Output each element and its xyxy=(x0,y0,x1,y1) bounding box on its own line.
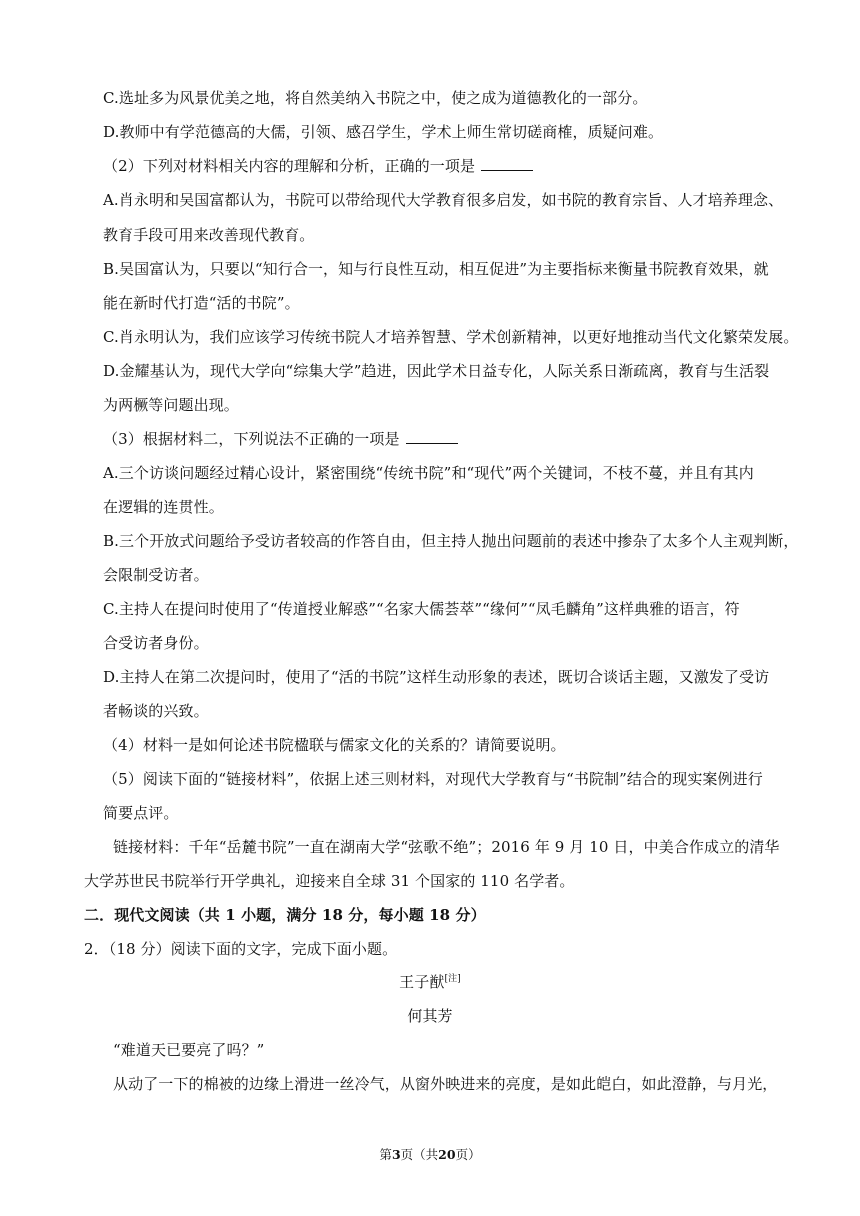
q2-option-d-line1: D.金耀基认为，现代大学向“综集大学”趋进，因此学术日益专化，人际关系日渐疏离，教育与生活裂 xyxy=(103,362,770,380)
page-footer xyxy=(0,1145,860,1163)
footer-suffix: 页） xyxy=(455,1147,481,1162)
article-title-text: 王子猷 xyxy=(399,973,445,991)
question-2-text: （2）下列对材料相关内容的理解和分析，正确的一项是 xyxy=(103,157,476,175)
q3-option-c-line2: 合受访者身份。 xyxy=(103,634,209,652)
answer-blank xyxy=(406,429,458,444)
footer-page-number: 3 xyxy=(391,1147,401,1162)
option-d-previous: D.教师中有学范德高的大儒，引领、感召学生，学术上师生常切磋商榷，质疑问难。 xyxy=(103,123,664,141)
q3-option-b-line2: 会限制受访者。 xyxy=(103,566,209,584)
q3-option-d-line1: D.主持人在第二次提问时，使用了“活的书院”这样生动形象的表述，既切合谈话主题，又激发了受访 xyxy=(103,668,770,686)
question-2-intro: 2．（18 分）阅读下面的文字，完成下面小题。 xyxy=(84,940,398,958)
q3-option-d-line2: 者畅谈的兴致。 xyxy=(103,702,209,720)
q3-option-c-line1: C.主持人在提问时使用了“传道授业解惑”“名家大儒荟萃”“缘何”“凤毛麟角”这样典雅的语言，符 xyxy=(103,600,740,618)
link-material-line1: 链接材料：千年“岳麓书院”一直在湖南大学“弦歌不绝”；2016 年 9 月 10 日，中美合作成立的清华 xyxy=(113,838,780,856)
question-3 xyxy=(103,429,458,449)
article-title xyxy=(0,972,860,992)
question-5-line1: （5）阅读下面的“链接材料”，依据上述三则材料，对现代大学教育与“书院制”结合的现实案例进行 xyxy=(103,770,763,788)
q2-option-a-line2: 教育手段可用来改善现代教育。 xyxy=(103,226,315,244)
footnote-marker: [注] xyxy=(444,974,461,984)
q3-option-a-line1: A.三个访谈问题经过精心设计，紧密围绕“传统书院”和“现代”两个关键词，不枝不蔓，并且有其内 xyxy=(103,464,754,482)
q3-option-b-line1: B.三个开放式问题给予受访者较高的作答自由，但主持人抛出问题前的表述中掺杂了太多个人主观判断， xyxy=(103,532,799,550)
article-paragraph-1: “难道天已要亮了吗？” xyxy=(113,1041,265,1059)
article-paragraph-2: 从动了一下的棉被的边缘上滑进一丝冷气，从窗外映进来的亮度，是如此皑白，如此澄静，与月光， xyxy=(113,1075,778,1093)
option-c-previous: C.选址多为风景优美之地，将自然美纳入书院之中，使之成为道德教化的一部分。 xyxy=(103,89,648,107)
question-5-line2: 简要点评。 xyxy=(103,804,179,822)
q2-option-c: C.肖永明认为，我们应该学习传统书院人才培养智慧、学术创新精神，以更好地推动当代文化繁荣发展。 xyxy=(103,328,799,346)
link-material-line2: 大学苏世民书院举行开学典礼，迎接来自全球 31 个国家的 110 名学者。 xyxy=(84,872,575,890)
footer-middle: 页（共 xyxy=(400,1147,439,1162)
footer-total-pages: 20 xyxy=(438,1147,456,1162)
section-heading: 二．现代文阅读（共 1 小题，满分 18 分，每小题 18 分） xyxy=(84,906,486,924)
q3-option-a-line2: 在逻辑的连贯性。 xyxy=(103,498,224,516)
question-4: （4）材料一是如何论述书院楹联与儒家文化的关系的？请简要说明。 xyxy=(103,736,566,754)
question-3-text: （3）根据材料二，下列说法不正确的一项是 xyxy=(103,430,400,448)
footer-prefix: 第 xyxy=(379,1147,392,1162)
q2-option-a-line1: A.肖永明和吴国富都认为，书院可以带给现代大学教育很多启发，如书院的教育宗旨、人才培养理念、 xyxy=(103,191,784,209)
q2-option-d-line2: 为两橛等问题出现。 xyxy=(103,396,239,414)
article-author: 何其芳 xyxy=(407,1007,453,1025)
q2-option-b-line2: 能在新时代打造“活的书院”。 xyxy=(103,294,300,312)
question-2 xyxy=(103,156,533,176)
answer-blank xyxy=(481,156,533,171)
q2-option-b-line1: B.吴国富认为，只要以“知行合一，知与行良性互动，相互促进”为主要指标来衡量书院教育效果，就 xyxy=(103,260,769,278)
